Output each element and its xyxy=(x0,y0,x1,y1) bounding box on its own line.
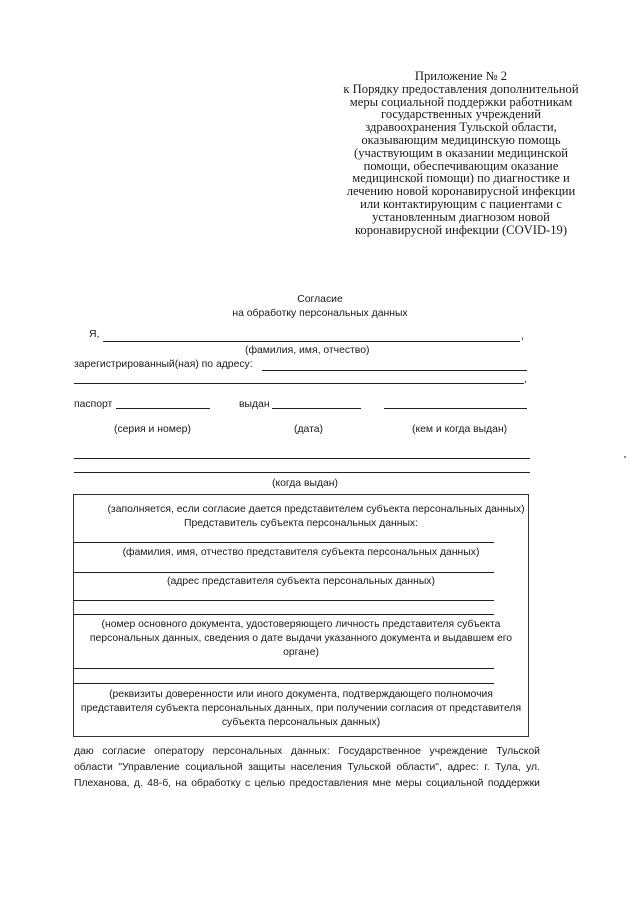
rep-title: Представитель субъекта персональных данных: xyxy=(183,518,419,529)
consent-heading-line1: Согласие xyxy=(297,294,343,305)
series-caption: (серия и номер) xyxy=(114,424,191,435)
consent-line-2: области "Управление социальной защиты населения Тульской области", адрес: г. Тула, ул. xyxy=(74,762,540,773)
registered-label: зарегистрированный(ная) по адресу: xyxy=(74,359,253,370)
scan-speck xyxy=(624,456,626,458)
extra-line-1[interactable] xyxy=(74,458,530,459)
rep-doc-caption-1: (номер основного документа, удостоверяющего личность представителя субъекта xyxy=(101,619,501,630)
appendix-body: к Порядку предоставления дополнительной меры социальной поддержки работникам государственных учреждений здравоохранения Тульской области, оказывающим медицинскую помощь (участвующим в оказании медицинской помощи, обеспечивающим оказание медицинской помощи) по диагностике и лечению новой коронавирусной инфекции или контактирующим с пациентами с установленным диагнозом новой коронавирусной инфекции (COVID-19) xyxy=(343,81,579,237)
consent-heading-line2: на обработку персональных данных xyxy=(232,308,408,319)
rep-fio-caption: (фамилия, имя, отчество представителя субъекта персональных данных) xyxy=(122,547,480,558)
rep-proxy-caption-3: субъекта персональных данных) xyxy=(221,717,381,728)
address-line-2[interactable] xyxy=(74,383,524,384)
rep-proxy-caption-2: представителя субъекта персональных данных, при получении согласия от представителя xyxy=(80,703,522,714)
extra-line-2[interactable] xyxy=(74,472,530,473)
issuer-line[interactable] xyxy=(384,408,527,409)
issued-label: выдан xyxy=(239,399,270,410)
rep-address-caption: (адрес представителя субъекта персональных данных) xyxy=(167,576,435,587)
consent-line-3: Плеханова, д. 48-б, на обработку с целью предоставления мне меры социальной поддержки xyxy=(74,778,540,789)
rep-address-line[interactable] xyxy=(74,572,494,573)
appendix-title: Приложение № 2 xyxy=(414,69,508,83)
address-comma: , xyxy=(524,374,527,385)
address-line-1[interactable] xyxy=(262,370,527,371)
passport-label: паспорт xyxy=(74,399,113,410)
issuer-caption: (кем и когда выдан) xyxy=(412,424,508,435)
appendix-header xyxy=(318,70,604,236)
consent-line-1: даю согласие оператору персональных данных: Государственное учреждение Тульской xyxy=(74,746,540,757)
rep-doc-caption-2: персональных данных, сведения о дате выдачи указанного документа и выдавшем его xyxy=(89,633,513,644)
fio-caption: (фамилия, имя, отчество) xyxy=(245,345,370,356)
rep-doc-line-1[interactable] xyxy=(74,600,494,601)
fio-line[interactable] xyxy=(103,341,520,342)
rep-proxy-line-1[interactable] xyxy=(74,668,494,669)
rep-doc-caption-3: органе) xyxy=(283,647,319,658)
when-issued-caption: (когда выдан) xyxy=(272,478,338,489)
rep-proxy-line-2[interactable] xyxy=(74,683,494,684)
rep-proxy-caption-1: (реквизиты доверенности или иного документа, подтверждающего полномочия xyxy=(109,689,493,700)
date-caption: (дата) xyxy=(294,424,323,435)
passport-number-line[interactable] xyxy=(116,408,210,409)
rep-fio-line[interactable] xyxy=(74,542,494,543)
fio-comma: , xyxy=(521,331,524,342)
ya-label: Я, xyxy=(89,329,100,340)
rep-note: (заполняется, если согласие дается представителем субъекта персональных данных) xyxy=(107,504,525,515)
consent-paragraph xyxy=(74,744,540,792)
rep-doc-line-2[interactable] xyxy=(74,614,494,615)
issue-date-line[interactable] xyxy=(272,408,361,409)
